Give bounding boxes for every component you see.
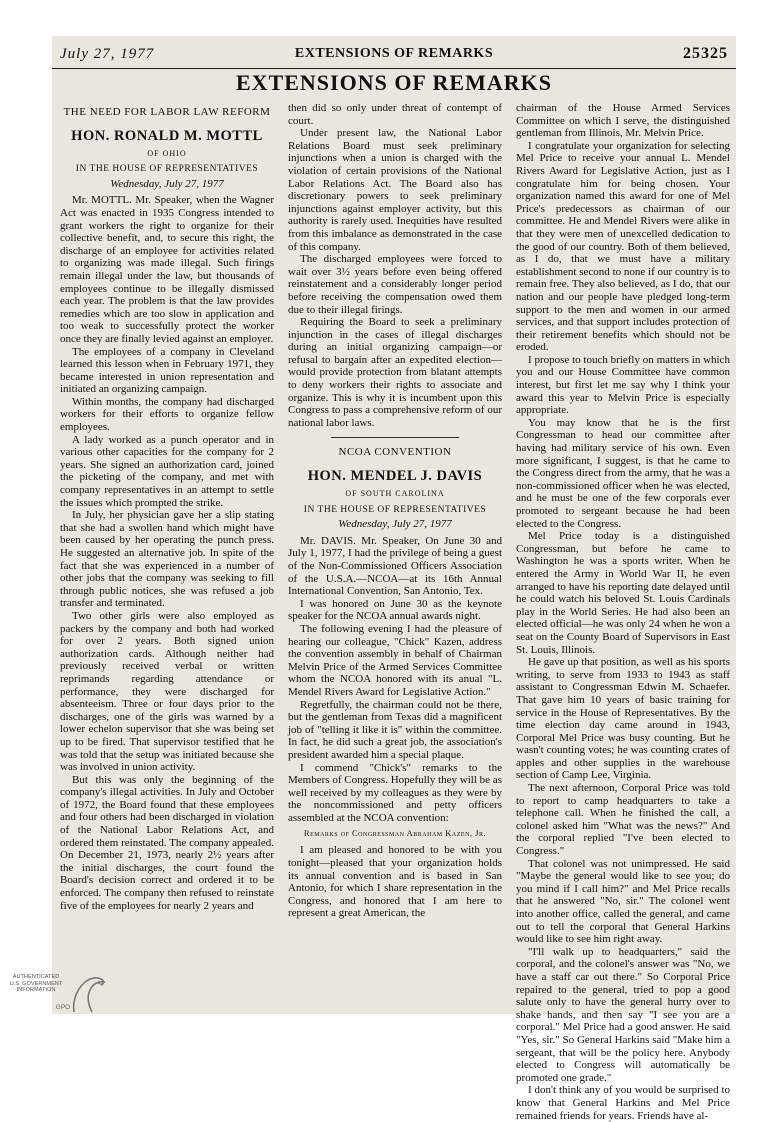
seal-line: INFORMATION — [16, 987, 56, 994]
paragraph: I don't think any of you would be surprised to know that General Harkins and Mel Price remained friends for years. Friends have al- — [516, 1084, 730, 1122]
paragraph: In July, her physician gave her a slip stating that she had a swollen hand which might have been caused by her operating the punch press. He suggested an alternative job. In spite of the fact that she was experienced in a number of other jobs that the company was seeking to fill through public notices, she was refused a job transfer and terminated. — [60, 509, 274, 610]
seal-line: U.S. GOVERNMENT — [9, 980, 63, 987]
paragraph: The discharged employees were forced to wait over 3½ years before even being offered reinstatement and a considerably longer period before receiving the compensation owed them due to their illegal firings. — [288, 253, 502, 316]
page-title: EXTENSIONS OF REMARKS — [235, 70, 552, 95]
column-1 — [60, 102, 274, 1008]
document-page — [52, 36, 736, 1122]
paragraph: I congratulate your organization for selecting Mel Price to receive your annual L. Mendel Rivers Award for Legislative Action, just as I congratulate him for being chosen. Your organization named this award for one of Mel Price's predecessors as chairman of our committee. He and Mendel Rivers were alike in that they were men of unexcelled dedication to the good of our country. Both of them believed, as I do, that we must have a military establishment second to none if our country is to remain free. They also believed, as I do, that our nation and our people have pledged long-term support to the men and women in our armed services, and that support includes protection of their retirement benefits which should not be eroded. — [516, 139, 730, 354]
speaker-name: HON. RONALD M. MOTTL — [71, 128, 263, 144]
paragraph: Mr. DAVIS. Mr. Speaker, On June 30 and July 1, 1977, I had the privilege of being a guest of the Non-Commissioned Officers Association of the U.S.A.—NCOA—at its 16th Annual International Convention, San Antonio, Tex. — [288, 534, 502, 598]
paragraph: then did so only under threat of contempt of court. — [288, 102, 502, 127]
paragraph: "I'll walk up to headquarters," said the corporal, and the colonel's answer was "No, we have a staff car out there." So Corporal Price repaired to the general, tried to pop a good salute only to have the general hurry over to shake hands, and then say "I see you are a corporal." Mel Price had a good answer. He said "Yes, sir." So General Harkins said "Make him a sergeant, that will be the policy here. Anybody elected to Congress will automatically be promoted one grade." — [516, 945, 730, 1084]
seal-text — [2, 974, 70, 994]
paragraph: The following evening I had the pleasure of hearing our colleague, "Chick" Kazen, address the convention assembly in behalf of Chairman Melvin Price of the Armed Services Committee whom the NCOA honored with its anual "L. Mendel Rivers Award for Legislative Action." — [288, 622, 502, 698]
paragraph: Two other girls were also employed as packers by the company and both had worked for over 2 years. Both signed union authorization cards. Although neither had previously received verbal or written reprimands regarding attendance or performance, they were discharged for absenteeism. Three or four days prior to the discharges, one of the girls was warned by a lower echelon supervisor that she was being set up to be fired. That supervisor testified that he was told that the setup was initiated because she was involved in union activity. — [60, 609, 274, 774]
paragraph: Regretfully, the chairman could not be there, but the gentleman from Texas did a magnificent job of "telling it like it is" within the committee. In fact, he did such a great job, the association's president awarded him a special plaque. — [288, 698, 502, 761]
running-header — [52, 42, 736, 69]
article-title: THE NEED FOR LABOR LAW REFORM — [63, 106, 271, 118]
paragraph: The employees of a company in Cleveland learned this lesson when in February 1971, they became interested in union representation and initiated an organizing campaign. — [60, 345, 274, 396]
article-title: NCOA CONVENTION — [338, 446, 452, 459]
paragraph: Under present law, the National Labor Relations Board must seek preliminary injunctions when a union is charged with the violation of certain provisions of the National Labor Relations Act. The Board also has discretionary powers to seek preliminary injunctions against employer activity, but this authority is rarely used. Inequities have resulted from this imbalance as demonstrated in the case of this company. — [288, 127, 502, 253]
remarks-subheading: Remarks of Congressman Abraham Kazen, Jr. — [303, 828, 487, 839]
chamber-line: IN THE HOUSE OF REPRESENTATIVES — [75, 164, 259, 175]
eagle-seal-icon — [66, 972, 112, 1018]
paragraph: I commend "Chick's" remarks to the Members of Congress. Hopefully they will be as well received by my colleagues as they were by the noncommissioned and petty officers assembled at the NCOA convention: — [288, 761, 502, 824]
paragraph: That colonel was not unimpressed. He said "Maybe the general would like to see you; do you mind if I call him?" and Mel Price recalls that he answered "No, sir." The colonel went into another office, called the general, and came out to tell the corporal that General Harkins would like to see him right away. — [516, 857, 730, 946]
paragraph: A lady worked as a punch operator and in various other capacities for the company for 2 years. She signed an authorization card, joined the picketing of the company, and met with company representatives in an attempt to settle the issues which prompted the strike. — [60, 433, 274, 509]
gpo-mark: GPO — [55, 1004, 71, 1011]
remarks-date: Wednesday, July 27, 1977 — [338, 518, 452, 531]
speaker-state: OF OHIO — [147, 148, 187, 158]
paragraph: Mel Price today is a distinguished Congressman, but before he came to Washington he was a sports writer. When he entered the Army in World War II, he even arranged to have his reporting date delayed until he could watch his beloved St. Louis Cardinals play in the World Series. He had also been an elected official—he was only 24 when he won a seat on the County Board of Supervisors in East St. Louis, Illinois. — [516, 530, 730, 656]
header-page-number: 25325 — [683, 45, 728, 62]
paragraph: But this was only the beginning of the company's illegal activities. In July and October of 1972, the Board found that these employees and four others had been discharged in violation of the National Labor Relations Act, and ordered them reinstated. The company appealed. On December 21, 1973, nearly 2½ years after the initial discharges, the court found the Board's decision correct and ordered it to be enforced. The company then refused to reinstate five of the employees for nearly 2 years and — [60, 773, 274, 912]
header-section: EXTENSIONS OF REMARKS — [294, 46, 494, 61]
paragraph: chairman of the House Armed Services Committee on which I serve, the distinguished gentleman from Illinois, Mr. Melvin Price. — [516, 102, 730, 140]
header-date: July 27, 1977 — [60, 46, 155, 62]
speaker-name: HON. MENDEL J. DAVIS — [307, 468, 483, 485]
paragraph: Requiring the Board to seek a preliminary injunction in the cases of illegal discharges during an initial organizing campaign—or refusal to bargain after an expedited election—would provide protection from blatant attempts to deny workers their rights to associate and organize. This is why it is incumbent upon this Congress to pass a comprehensive reform of our national labor laws. — [288, 316, 502, 429]
gpo-authentication-seal — [2, 972, 112, 1018]
chamber-line: IN THE HOUSE OF REPRESENTATIVES — [303, 504, 487, 515]
paragraph: Within months, the company had discharged workers for their efforts to organize fellow employees. — [60, 395, 274, 434]
speaker-state: OF SOUTH CAROLINA — [345, 489, 445, 499]
paragraph: He gave up that position, as well as his sports writing, to serve from 1933 to 1943 as staff assistant to Congressman Edwin M. Schaefer. That gave him 10 years of basic training for service in the House of Representatives. By the time election day came around in 1943, Corporal Mel Price was busy counting. But he wasn't counting votes; he was counting crates of apples and other supplies in the warehouse section of Camp Lee, Virginia. — [516, 656, 730, 782]
paragraph: The next afternoon, Corporal Price was told to report to camp headquarters to take a telephone call. When he finished the call, a colonel asked him "What was the news?" And the corporal replied "I've been elected to Congress." — [516, 782, 730, 858]
section-divider — [331, 437, 459, 438]
remarks-date: Wednesday, July 27, 1977 — [110, 177, 224, 190]
paragraph: I was honored on June 30 as the keynote speaker for the NCOA annual awards night. — [288, 597, 502, 623]
paragraph: I propose to touch briefly on matters in which you and our House Committee have common interest, but first let me say why I think your award this year to Melvin Price is especially appropriate. — [516, 353, 730, 417]
seal-line: AUTHENTICATED — [12, 974, 60, 980]
column-3 — [516, 102, 730, 1122]
column-2 — [288, 102, 502, 1008]
paragraph: You may know that he is the first Congressman to head our committee after having had military service of his own. Even more significant, I suggest, is that he came to the Congress direct from the army, that he was a non-commissioned officer when he was elected, and he must be one of the few corporals ever promoted to sergeant because he had been elected to the Congress. — [516, 416, 730, 530]
paragraph: I am pleased and honored to be with you tonight—pleased that your organization holds its annual convention and is based in San Antonio, for which I share representation in the Congress, and honored that I am here to represent a great American, the — [288, 844, 502, 920]
paragraph: Mr. MOTTL. Mr. Speaker, when the Wagner Act was enacted in 1935 Congress intended to grant workers the right to organize for their collective benefit, and, to secure this right, the discharge of an employee for activities related to organizing was made illegal. Such firings remain illegal under the law, but thousands of employees continue to be illegally dismissed each year. The problem is that the law provides remedies which are too slow in application and too weak to successfully protect the worker once they are finally levied against an employer. — [60, 194, 274, 345]
